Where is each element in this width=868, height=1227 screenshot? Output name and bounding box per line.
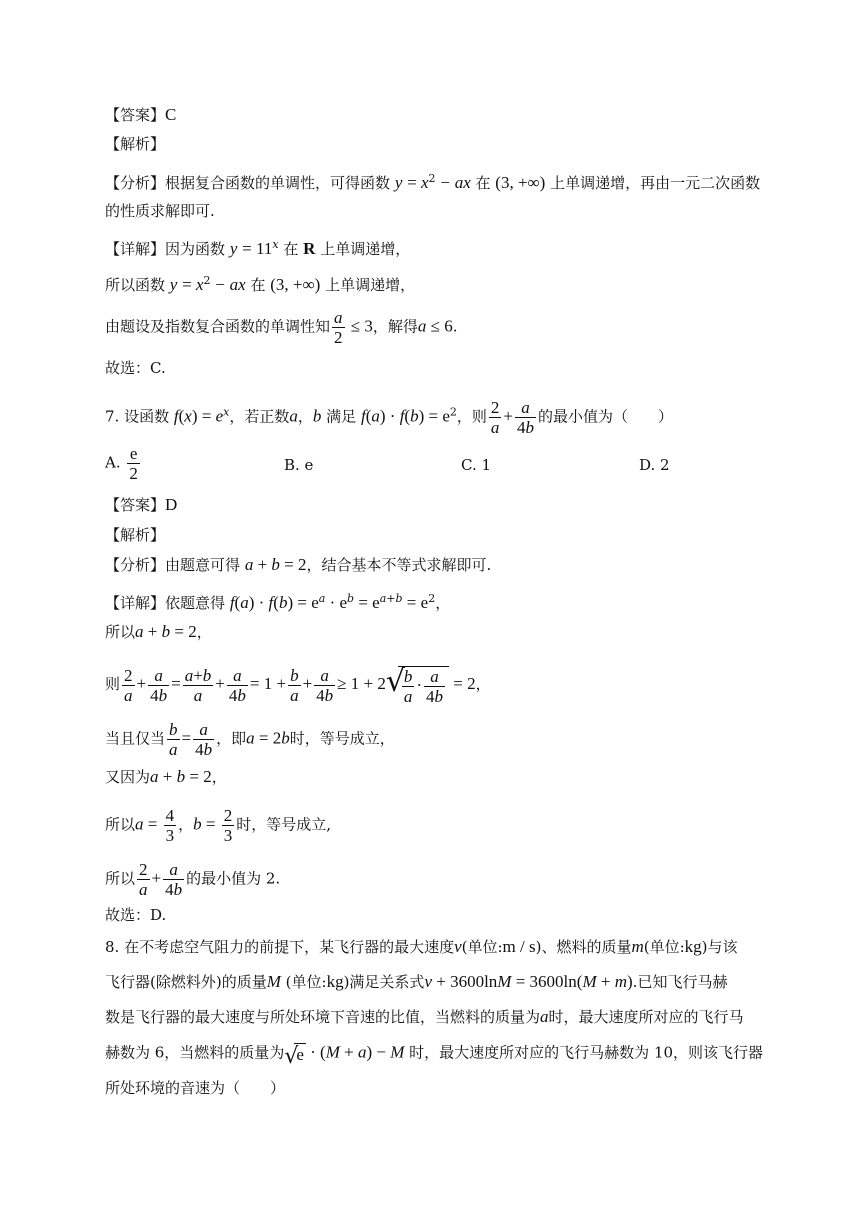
q8-line-4: 赫数为 6，当燃料的质量为 √ e · (M + a) − M 时，最大速度所对应的飞行马赫数为 10，则该飞行器 — [105, 1042, 764, 1069]
q6-answer-value: C — [165, 105, 177, 124]
q6-analysis-line-2: 的性质求解即可. — [105, 202, 215, 220]
option-d: D. 2 — [639, 456, 670, 474]
q8-l1a: 8. 在不考虑空气阻力的前提下，某飞行器的最大速度 — [105, 938, 455, 956]
fraction-2-over-a: $\frac{2}{a}$ — [490, 398, 500, 437]
q6-analysis-line: 【分析】根据复合函数的单调性，可得函数 $y = x^2$ − ax 在 (3, +∞) 上单调递增，再由一元二次函数 — [105, 172, 761, 192]
q8-l3a: 数是飞行器的最大速度与所处环境下音速的比值，当燃料的质量为 — [105, 1008, 541, 1026]
q7-analysis-text-2: ，结合基本不等式求解即可. — [306, 556, 492, 574]
q6-answer-label: 【答案】 — [105, 106, 166, 124]
fraction-e-over-2: $\frac{e}{2}$ — [129, 444, 138, 483]
q8-l4b: 时，最大速度所对应的飞行马赫数为 10，则该飞行器 — [409, 1043, 764, 1062]
q7-so-2: 所以 — [105, 815, 136, 834]
q6-detail-line-2: 所以函数 $y = x^2$ − ax 在 (3, +∞) 上单调递增， — [105, 274, 416, 294]
q7-when-1: 当且仅当 — [105, 729, 166, 748]
q6-choose: 故选：C. — [105, 359, 166, 377]
q7-stem: 7. 设函数 $f(x) = e^x$，若正数a，b 满足 $f(a) \cdot f(b) = e^2$，则 $\frac{2}{a}$ + $\frac{a}{4b}$ 的最小值为（ ） — [105, 398, 674, 437]
q8-line-2: 飞行器(除燃料外)的质量M (单位:kg)满足关系式v + 3600lnM = 3600ln(M + m).已知飞行马赫 — [105, 972, 728, 991]
q8-l1b: (单位: — [461, 938, 503, 956]
q7-choose: 故选：D. — [105, 906, 167, 924]
q7-detail-text: 依题意得 — [165, 594, 226, 612]
q7-answer-line — [105, 494, 177, 516]
q7-so-line-1: 所以a + b = 2， — [105, 622, 212, 641]
q7-again-1: 又因为 — [105, 768, 151, 786]
q8-l2c: )满足关系式 — [343, 973, 425, 991]
q6-analysis-text: 根据复合函数的单调性，可得函数 — [165, 174, 391, 192]
q8-l2a: 飞行器(除燃料外)的质量 — [105, 973, 267, 991]
q8-l3b: 时，最大速度所对应的飞行马 — [548, 1008, 744, 1026]
q6-line2-text: 所以函数 — [105, 276, 166, 294]
q6-explain-label: 【解析】 — [105, 135, 166, 153]
q7-when-line: 当且仅当 $\frac{b}{a}$ = $\frac{a}{4b}$ ，即a = 2b时，等号成立， — [105, 720, 395, 759]
q7-analysis-text: 由题意可得 — [165, 556, 241, 574]
q7-stem-2: ，若正数 — [229, 407, 290, 426]
q8-line-5: 所处环境的音速为（ ） — [105, 1079, 286, 1097]
q6-detail-line-3: 由题设及指数复合函数的单调性知 $\frac{a}{2}$ ≤ 3，解得a ≤ 6. — [105, 308, 458, 347]
fraction-a-over-4b: $\frac{a}{4b}$ — [517, 398, 534, 437]
q7-detail-line: 【详解】依题意得 $f(a) \cdot f(b) = e^a \cdot e^b = e^{a+b} = e^2$， — [105, 592, 451, 612]
option-a — [105, 444, 142, 483]
q6-detail-label: 【详解】 — [105, 240, 166, 258]
q7-detail-label: 【详解】 — [105, 594, 166, 612]
q7-stem-4: ，则 — [456, 407, 487, 426]
q7-answer-value: D — [165, 495, 178, 514]
q6-detail-text-2: 上单调递增， — [320, 240, 411, 258]
q7-stem-5: 的最小值为（ ） — [538, 407, 674, 426]
square-root: √ $\frac{b}{a}$ · $\frac{a}{4b}$ — [386, 664, 449, 706]
q6-line2-text-2: 上单调递增， — [325, 276, 416, 294]
fraction-a-over-2: $\frac{a}{2}$ — [334, 308, 343, 347]
q8-l1d: (单位: — [643, 938, 685, 956]
q6-line3-text: 由题设及指数复合函数的单调性知 — [105, 317, 331, 336]
q7-analysis-line: 【分析】由题意可得 a + b = 2，结合基本不等式求解即可. — [105, 555, 492, 574]
q7-so-1: 所以 — [105, 623, 136, 641]
q6-detail-text: 因为函数 — [165, 240, 226, 258]
q6-analysis-text-2: 上单调递增，再由一元二次函数 — [550, 174, 761, 192]
q8-line-1: 8. 在不考虑空气阻力的前提下，某飞行器的最大速度v(单位:m / s)、燃料的质量m(单位:kg)与该 — [105, 937, 738, 956]
q8-l2d: .已知飞行马赫 — [632, 973, 728, 991]
q8-l2b: (单位: — [285, 973, 327, 991]
q8-l1e: )与该 — [701, 938, 738, 956]
q6-line3-text-2: ，解得 — [372, 317, 418, 336]
q6-answer-line — [105, 104, 176, 126]
q6-analysis-label: 【分析】 — [105, 174, 166, 192]
q7-so-3: 所以 — [105, 869, 136, 888]
q8-line-3: 数是飞行器的最大速度与所处环境下音速的比值，当燃料的质量为a时，最大速度所对应的飞行马 — [105, 1007, 744, 1026]
q7-stem-1: 7. 设函数 — [105, 407, 170, 426]
q7-analysis-label: 【分析】 — [105, 556, 166, 574]
q7-then-1: 则 — [105, 675, 121, 693]
q6-detail-line: 【详解】因为函数 $y = 11^x$ 在 R 上单调递增， — [105, 238, 411, 258]
q8-l1c: )、燃料的质量 — [535, 938, 632, 956]
q7-again-line: 又因为a + b = 2， — [105, 767, 227, 786]
q7-explain-label: 【解析】 — [105, 526, 166, 544]
option-a-label: A. — [105, 453, 121, 472]
q7-answer-label: 【答案】 — [105, 496, 166, 514]
q7-so-2b: 时，等号成立, — [236, 815, 331, 834]
option-c: C. 1 — [461, 456, 492, 474]
q7-stem-3: 满足 — [326, 407, 357, 426]
q8-l4a: 赫数为 6，当燃料的质量为 — [105, 1043, 285, 1062]
option-b: B. e — [284, 456, 314, 474]
q7-then-line: 则 $\frac{2}{a}$ + $\frac{a}{4b}$ = $\frac{a+b}{a}$ + $\frac{a}{4b}$ = 1 + $\frac{b}{a}$ + $\frac{a}{4b}$ ≥ 1 + 2 √ $\frac{b}{a}$ · $\frac{a}{4b}$ = 2， — [105, 664, 491, 706]
q7-when-2: ，即 — [216, 729, 247, 748]
q7-so-line-3: 所以 $\frac{2}{a}$ + $\frac{a}{4b}$ 的最小值为 2. — [105, 860, 281, 899]
q7-when-3: 时，等号成立， — [289, 729, 395, 748]
q7-so-line-2: 所以a = $\frac{4}{3}$ ，b = $\frac{2}{3}$ 时，等号成立, — [105, 806, 331, 845]
q7-so-3b: 的最小值为 2. — [186, 869, 281, 888]
